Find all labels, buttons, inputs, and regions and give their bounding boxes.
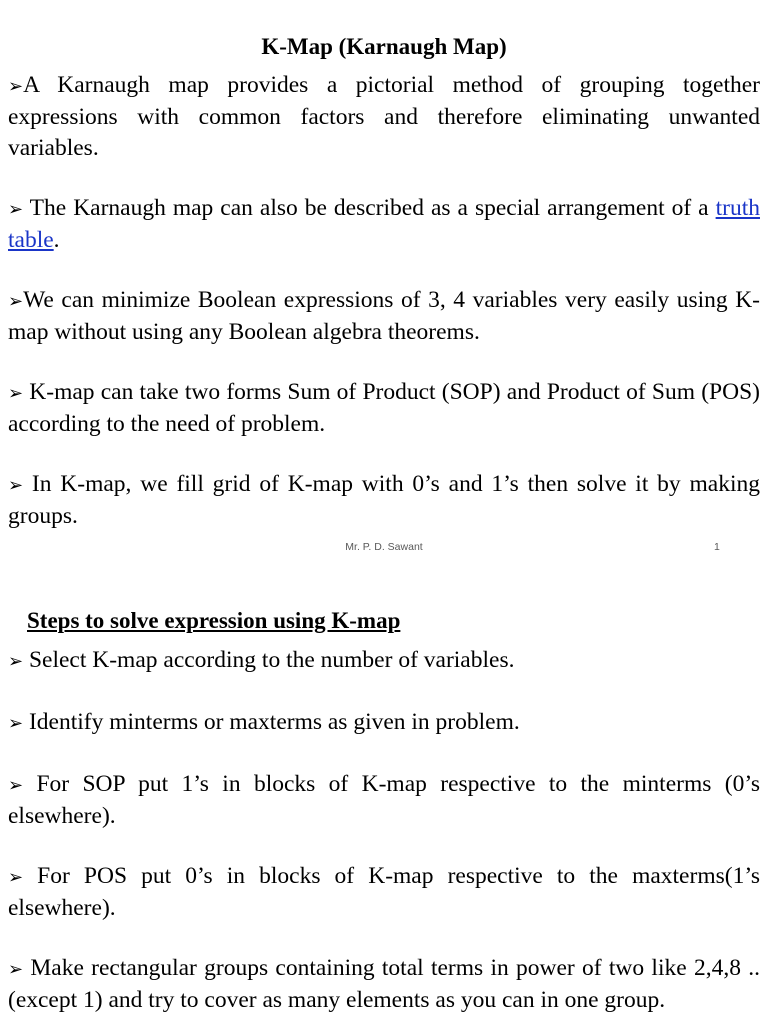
step-text: Select K-map according to the number of variables. — [23, 647, 515, 673]
step-pos — [8, 861, 760, 924]
step-text: For SOP put 1’s in blocks of K-map respective to the minterms (0’s elsewhere). — [8, 771, 760, 829]
paragraph-text: We can minimize Boolean expressions of 3, 4 variables very easily using K-map without using any Boolean algebra theorems. — [8, 287, 760, 345]
step-select-kmap — [8, 645, 760, 677]
arrow-bullet-icon: ➢ — [8, 475, 24, 496]
paragraph-sop-pos — [8, 377, 760, 440]
step-sop — [8, 769, 760, 832]
arrow-bullet-icon: ➢ — [8, 959, 24, 980]
arrow-bullet-icon: ➢ — [8, 867, 24, 888]
steps-heading: Steps to solve expression using K-map — [27, 608, 401, 633]
paragraph-text: The Karnaugh map can also be described as a special arrangement of a — [23, 195, 716, 221]
step-make-groups — [8, 953, 760, 1016]
paragraph-text: A Karnaugh map provides a pictorial method of grouping together expressions with common factors and therefore eliminating unwanted variables. — [8, 72, 760, 161]
slide-2 — [0, 570, 768, 1024]
arrow-bullet-icon: ➢ — [8, 713, 24, 734]
arrow-bullet-icon: ➢ — [8, 775, 24, 796]
paragraph-text: K-map can take two forms Sum of Product (SOP) and Product of Sum (POS) according to the need of problem. — [8, 379, 760, 437]
step-identify-terms — [8, 707, 760, 739]
paragraph-text: In K-map, we fill grid of K-map with 0’s and 1’s then solve it by making groups. — [8, 471, 760, 529]
paragraph-karnaugh-definition — [8, 70, 760, 164]
page-number: 1 — [714, 541, 720, 553]
arrow-bullet-icon: ➢ — [8, 383, 24, 404]
arrow-bullet-icon: ➢ — [8, 199, 24, 220]
arrow-bullet-icon: ➢ — [8, 76, 24, 97]
truth-table-link[interactable]: truth table — [8, 195, 760, 253]
slide-title: K-Map (Karnaugh Map) — [261, 34, 507, 59]
step-text: For POS put 0’s in blocks of K-map respective to the maxterms(1’s elsewhere). — [8, 863, 760, 921]
arrow-bullet-icon: ➢ — [8, 291, 24, 312]
arrow-bullet-icon: ➢ — [8, 651, 24, 672]
paragraph-fill-grid — [8, 469, 760, 532]
footer-author: Mr. P. D. Sawant — [345, 541, 423, 553]
paragraph-text-end: . — [53, 227, 60, 253]
step-text: Make rectangular groups containing total terms in power of two like 2,4,8 ..(except 1) and try to cover as many elements as you can in one group. — [8, 955, 760, 1013]
paragraph-truth-table — [8, 193, 760, 256]
step-text: Identify minterms or maxterms as given in problem. — [23, 709, 520, 735]
paragraph-minimize — [8, 285, 760, 348]
